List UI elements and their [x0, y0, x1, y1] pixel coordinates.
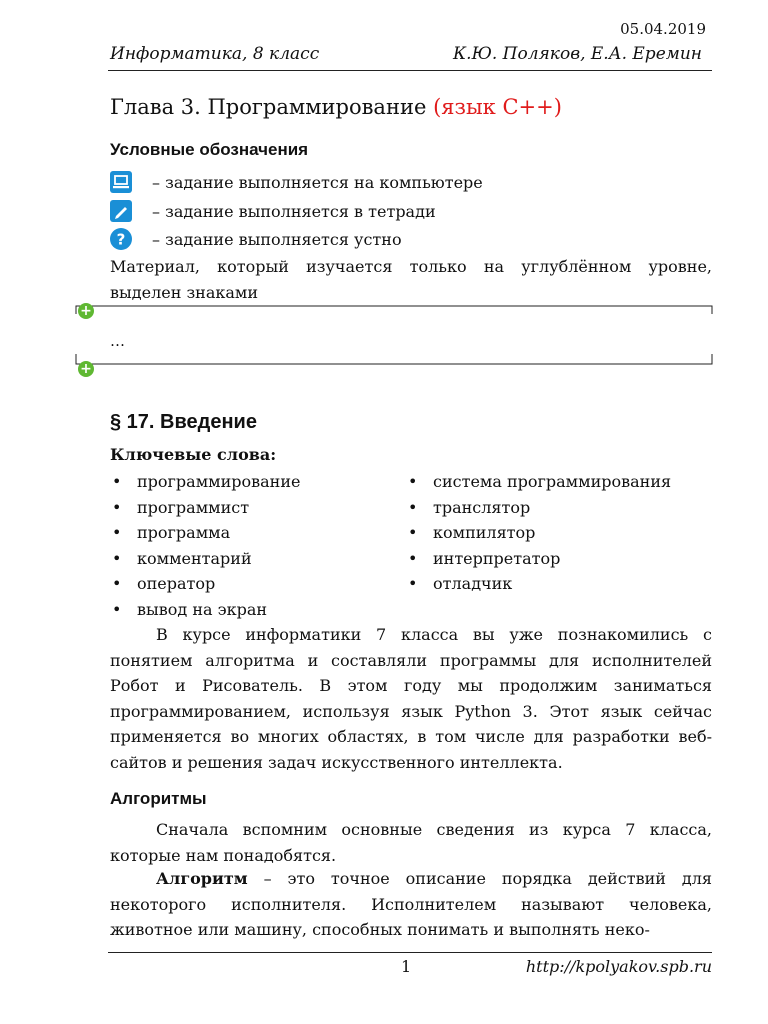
page-number: 1 [401, 957, 412, 976]
list-item: • система программирования [406, 469, 671, 495]
bullet: • [408, 497, 418, 517]
bullet: • [408, 548, 418, 568]
legend-title: Условные обозначения [110, 140, 309, 159]
chapter-title-lang: (язык С++) [433, 95, 562, 119]
list-item: • вывод на экран [110, 597, 300, 623]
algorithms-paragraph-2 [110, 866, 712, 943]
bullet: • [408, 523, 418, 542]
list-item: • транслятор [406, 495, 671, 521]
keywords-left-list [110, 469, 300, 622]
list-item: • комментарий [110, 546, 300, 572]
header-divider [108, 70, 712, 71]
algorithms-definition: – это точное описание порядка действий для некоторого исполнителя. Исполнителем называют человека, животное или машину, способных понимать и выполнять неко- [110, 869, 712, 939]
list-item: • интерпретатор [406, 546, 671, 572]
question-icon [110, 228, 132, 250]
bullet: • [112, 472, 122, 491]
bullet: • [112, 523, 122, 542]
algorithms-paragraph-1: Сначала вспомним основные сведения из курса 7 класса, которые нам понадобятся. [110, 820, 712, 865]
term-algorithm: Алгоритм [156, 869, 248, 888]
bullet: • [408, 574, 418, 593]
legend-item-notebook [110, 199, 436, 223]
keywords-right-list [406, 469, 671, 597]
bullet: • [112, 599, 122, 619]
ellipsis: … [110, 332, 125, 350]
algorithms-title: Алгоритмы [110, 789, 207, 808]
advanced-bracket [72, 302, 718, 380]
legend-item-computer [110, 170, 483, 194]
list-item: • оператор [110, 571, 300, 597]
computer-icon [110, 171, 132, 193]
bullet: • [408, 472, 418, 491]
header-subject: Информатика, 8 класс [110, 44, 320, 64]
pencil-icon [110, 200, 132, 222]
header-authors: К.Ю. Поляков, Е.А. Еремин [453, 44, 702, 64]
footer-divider [108, 952, 712, 953]
date: 05.04.2019 [620, 20, 706, 38]
plus-icon: + [78, 303, 94, 319]
bullet: • [112, 574, 122, 593]
chapter-title [110, 95, 562, 119]
intro-paragraph: В курсе информатики 7 класса вы уже познакомились с понятием алгоритма и составляли программы для исполнителей Робот и Рисователь. В этом году мы продолжим заниматься программированием, используя язык Python 3. Этот язык сейчас применяется во многих областях, в том числе для разработки веб-сайтов и решения задач искусственного интеллекта. [110, 625, 712, 772]
legend-text-computer: – задание выполняется на компьютере [152, 172, 483, 192]
advanced-note: Материал, который изучается только на углублённом уровне, выделен знаками [110, 257, 712, 302]
legend-item-oral [110, 227, 402, 251]
plus-icon: + [78, 361, 94, 377]
bullet: • [112, 548, 122, 568]
section-title: § 17. Введение [110, 411, 257, 433]
list-item: • программирование [110, 469, 300, 495]
svg-text:?: ? [116, 230, 126, 249]
chapter-title-text: Глава 3. Программирование [110, 95, 434, 119]
keywords-title: Ключевые слова: [110, 445, 277, 464]
site-link[interactable]: http://kpolyakov.spb.ru [525, 957, 712, 976]
legend-text-oral: – задание выполняется устно [152, 229, 402, 249]
bullet: • [112, 497, 122, 517]
legend-text-notebook: – задание выполняется в тетради [152, 201, 436, 221]
list-item: • компилятор [406, 520, 671, 546]
list-item: • программист [110, 495, 300, 521]
list-item: • отладчик [406, 571, 671, 597]
list-item: • программа [110, 520, 300, 546]
